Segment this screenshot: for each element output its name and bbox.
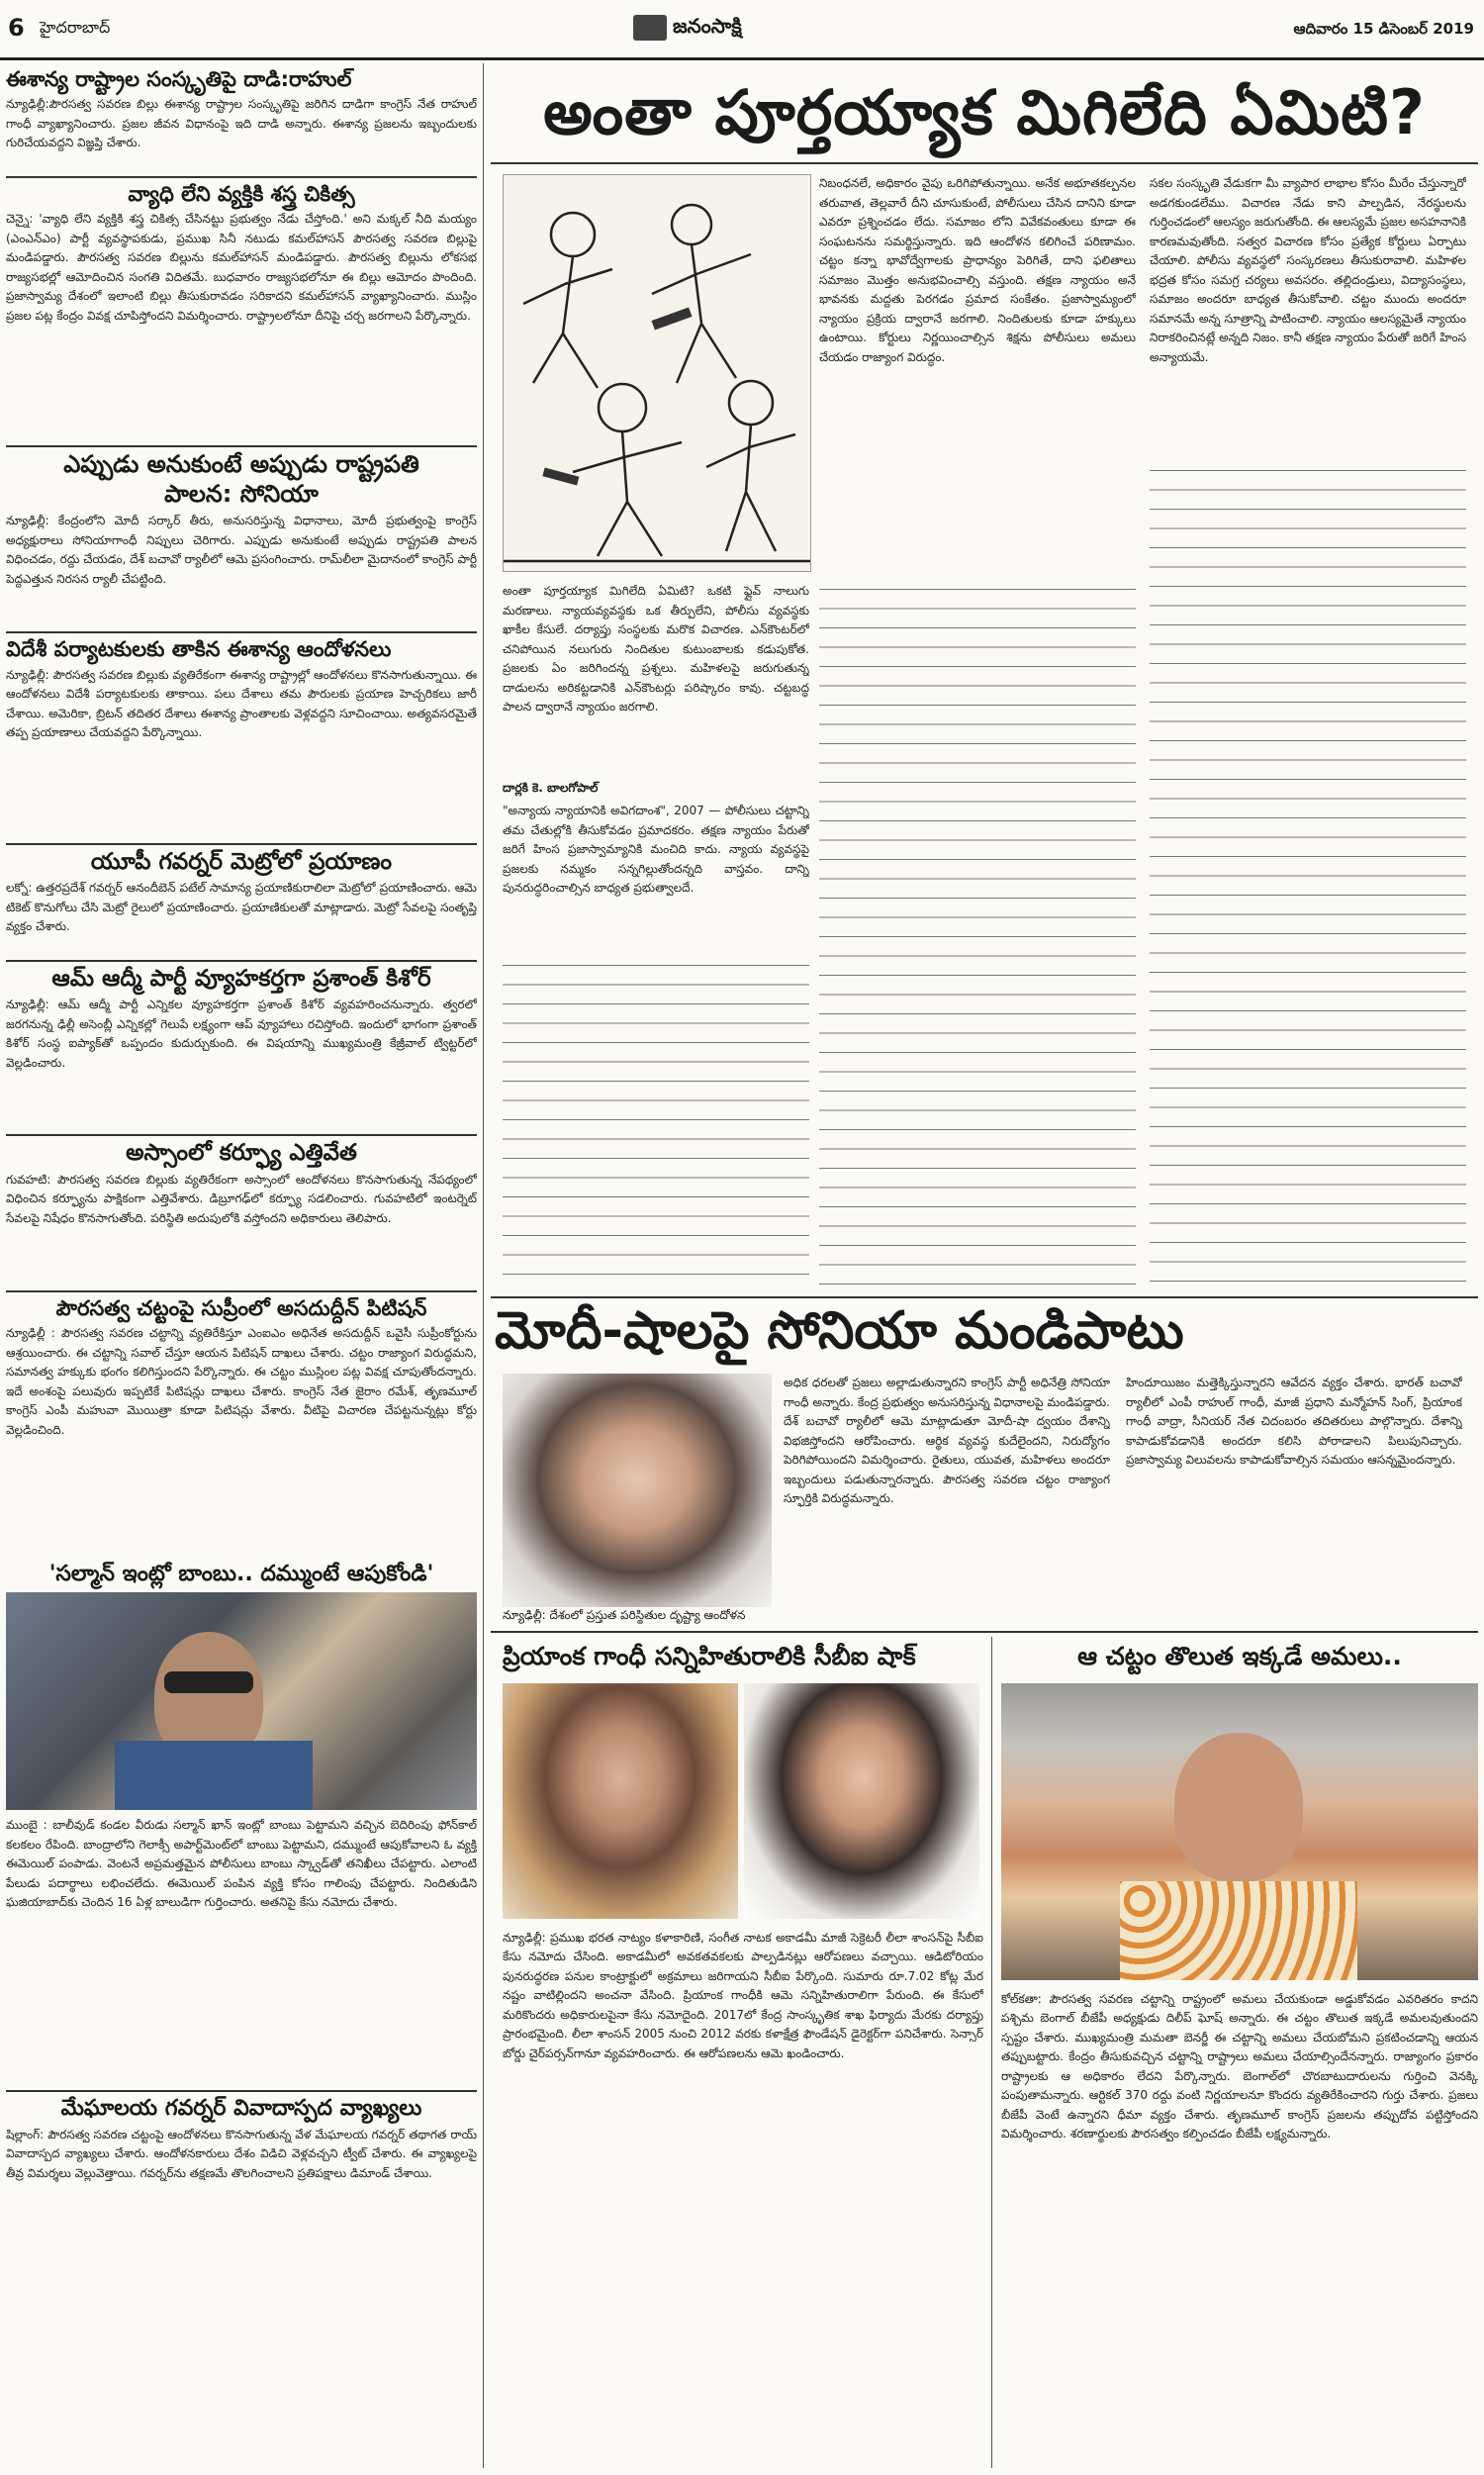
article-body: "అన్యాయ న్యాయానికి అవిగదాంశ", 2007 — పోలీసులు చట్టాన్ని తమ చేతుల్లోకి తీసుకోవడం ప్రమాదకరం. తక్షణ న్యాయం పేరుతో జరిగే హింస ప్రజాస్వామ్యానికి మంచిది కాదు. న్యాయ వ్యవస్థపై ప్రజలకు నమ్మకం సన్నగిల్లుతోందన్నది వాస్తవం. దాన్ని పునరుద్ధరించాల్సిన బాధ్యత ప్రభుత్వాలదే.	[503, 804, 809, 895]
issue-date: ఆదివారం 15 డిసెంబర్ 2019	[1293, 20, 1474, 38]
article-body: చెన్నై: 'వ్యాధి లేని వ్యక్తికి శస్త్ర చికిత్స చేసినట్టు ప్రభుత్వం నేడు చేస్తోంది.' అని మక్కల్ నీది మయ్యం (ఎంఎన్ఎం) పార్టీ వ్యవస్థాపకుడు, ప్రముఖ సినీ నటుడు కమల్‌హాసన్ పౌరసత్వ సవరణ బిల్లుపై మండిపడ్డారు. పౌరసత్వ సవరణ బిల్లును కమల్‌హాసన్ మండిపడ్డారు. పౌరసత్వ బిల్లును లోకసభ రాజ్యసభల్లో ఆమోదించిన సంగతి విదితమే. బుధవారం రాజ్యసభలోనూ ఈ బిల్లు ఆమోదం పొందింది. ప్రజాస్వామ్య దేశంలో ఇలాంటి బిల్లు తీసుకురావడం సరికాదని కమల్‌హాసన్ వ్యాఖ్యానించారు. ముస్లిం ప్రజల పట్ల కేంద్రం వివక్ష చూపిస్తోందని విమర్శించారు. రాష్ట్రాలలోనూ దీనిపై చర్చ జరగాలని పేర్కొన్నారు.	[6, 212, 477, 323]
article-body: న్యూఢిల్లీ: ఆమ్ ఆద్మీ పార్టీ ఎన్నికల వ్యూహకర్తగా ప్రశాంత్ కిశోర్ వ్యవహరించనున్నారు. త్వరలో జరగనున్న ఢిల్లీ అసెంబ్లీ ఎన్నికల్లో గెలుపే లక్ష్యంగా ఆప్ వ్యూహాలు రచిస్తోంది. ఇందులో భాగంగా ప్రశాంత్ కిశోర్ సంస్థ ఐప్యాక్‌తో ఒప్పందం కుదుర్చుకుంది. ఈ విషయాన్ని ముఖ్యమంత్రి కేజ్రీవాల్ ట్విట్టర్‌లో వెల్లడించారు.	[6, 998, 477, 1070]
column-divider	[483, 63, 484, 2468]
paper-name: జనంసాక్షి	[673, 13, 742, 38]
sonia-article	[491, 1302, 1478, 1625]
article-body: అధిక ధరలతో ప్రజలు అల్లాడుతున్నారని కాంగ్రెస్ పార్టీ అధినేత్రి సోనియా గాంధీ అన్నారు. కేంద్ర ప్రభుత్వం అనుసరిస్తున్న విధానాలపై మండిపడ్డారు. దేశ్ బచావో ర్యాలీలో ఆమె మాట్లాడుతూ మోదీ-షా ద్వయం దేశాన్ని విభజిస్తోందని ఆరోపించారు. ఆర్థిక వ్యవస్థ కుదేలైందని, నిరుద్యోగం పెరిగిపోయిందని విమర్శించారు. రైతులు, యువత, మహిళలు అందరూ ఇబ్బందులు పడుతున్నారన్నారు. పౌరసత్వ సవరణ చట్టం రాజ్యాంగ స్ఫూర్తికి విరుద్ధమన్నారు.	[784, 1376, 1110, 1505]
article-body: న్యూఢిల్లీ : పౌరసత్వ సవరణ చట్టాన్ని వ్యతిరేకిస్తూ ఎంఐఎం అధినేత అసదుద్దీన్ ఒవైసీ సుప్రీంకోర్టును ఆశ్రయించారు. ఈ చట్టాన్ని సవాల్ చేస్తూ ఆయన పిటిషన్ దాఖలు చేశారు. చట్టం రాజ్యాంగ విరుద్ధమని, సమానత్వ హక్కుకు భంగం కలిగిస్తుందని పేర్కొన్నారు. ఈ చట్టం ముస్లింల పట్ల వివక్ష చూపుతోందన్నారు. ఇదే అంశంపై పలువురు ఇప్పటికే పిటిషన్లు దాఖలు చేశారు. కాంగ్రెస్ నేత జైరాం రమేశ్, తృణమూల్ కాంగ్రెస్ ఎంపీ మహువా మొయిత్రా కూడా పిటిషన్లు వేశారు. వీటిపై విచారణ చేపట్టనున్నట్లు కోర్టు వెల్లడించింది.	[6, 1326, 477, 1437]
article-headline: మేఘాలయ గవర్నర్ వివాదాస్పద వ్యాఖ్యలు	[60, 2096, 422, 2122]
article-headline: యూపీ గవర్నర్ మెట్రోలో ప్రయాణం	[90, 848, 393, 875]
article-body: న్యూఢిల్లీ: కేంద్రంలోని మోదీ సర్కార్ తీరు, అనుసరిస్తున్న విధానాలు, మోదీ ప్రభుత్వంపై కాంగ్రెస్ అధ్యక్షురాలు సోనియాగాంధీ నిప్పులు చెరిగారు. ఎప్పుడు అనుకుంటే అప్పుడు రాష్ట్రపతి పాలన విధించడం, రద్దు చేయడం, దేశ్ బచావో ర్యాలీలో ఆమె ప్రసంగించారు. రామ్‌లీలా మైదానంలో కాంగ్రెస్ పార్టీ పెద్దఎత్తున నిరసన ర్యాలీ చేపట్టింది.	[6, 514, 477, 586]
masthead-rule	[0, 57, 1484, 60]
cartoon-illustration	[504, 175, 810, 571]
article-headline: వ్యాధి లేని వ్యక్తికి శస్త్ర చికిత్స	[128, 182, 355, 207]
sonia-headline: మోదీ-షాలపై సోనియా మండిపాటు	[495, 1302, 1184, 1361]
priyanka-article	[503, 1637, 983, 2468]
article-body: న్యూఢిల్లీ: పౌరసత్వ సవరణ బిల్లుకు వ్యతిరేకంగా ఈశాన్య రాష్ట్రాల్లో ఆందోళనలు కొనసాగుతున్నాయి. ఈ ఆందోళనలు విదేశీ పర్యాటకులకు తాకాయి. పలు దేశాలు తమ పౌరులకు ప్రయాణ హెచ్చరికలు జారీ చేశాయి. అమెరికా, బ్రిటన్ తదితర దేశాలు ఈశాన్య ప్రాంతాలకు వెళ్లవద్దని సూచించాయి. అత్యవసరమైతే తప్ప ప్రయాణాలు చేయవద్దని పేర్కొన్నాయి.	[6, 667, 477, 740]
city-name: హైదరాబాద్	[40, 18, 111, 37]
article-headline: ఈశాన్య రాష్ట్రాల సంస్కృతిపై దాడి:రాహుల్	[6, 67, 352, 91]
article-headline: ఎప్పుడు అనుకుంటే అప్పుడు రాష్ట్రపతి	[63, 450, 419, 479]
article-body: నిబంధనలే, అధికారం వైపు ఒరిగిపోతున్నాయి. అనేక అభూతకల్పనల తరువాత, తెల్లవారే దీని చూసుకుంటే, పోలీసులు చేసిన దానిని కూడా ఎవరూ ప్రశ్నించడం లేదు. సమాజం లోని వివేకవంతులు కూడా ఈ సంఘటనను సమర్థిస్తున్నారు. ఇది ఆందోళన కలిగించే పరిణామం. చట్టం కన్నా భావోద్వేగాలకు ప్రాధాన్యం పెరిగితే, దాని ఫలితాలు సమాజం మొత్తం అనుభవించాల్సి వస్తుంది. తక్షణ న్యాయం అనే భావనకు మద్దతు పెరగడం ప్రమాద సంకేతం. ప్రజాస్వామ్యంలో న్యాయం ప్రక్రియ ద్వారానే జరగాలి. నిందితులకు కూడా హక్కులు ఉంటాయి. కోర్టులు నిర్ణయించాల్సిన శిక్షను పోలీసులు అమలు చేయడం రాజ్యాంగ విరుద్ధం.	[819, 176, 1136, 364]
photo-caption: న్యూఢిల్లీ: దేశంలో ప్రస్తుత పరిస్థితుల దృష్ట్యా ఆందోళన	[503, 1608, 746, 1622]
sonia-gandhi-photo	[503, 1374, 772, 1607]
article-body: న్యూఢిల్లీ:పౌరసత్వ సవరణ బిల్లు ఈశాన్య రాష్ట్రాల సంస్కృతిపై జరిగిన దాడిగా కాంగ్రెస్ నేత రాహుల్ గాంధీ వ్యాఖ్యానించారు. ప్రజల జీవన విధానంపై ఇది దాడి అన్నారు. ఈశాన్య ప్రజలను ఇబ్బందులకు గురిచేయవద్దని విజ్ఞప్తి చేశారు.	[6, 97, 477, 150]
article-body: హిందూయిజం మత్తెక్కిస్తున్నారని ఆవేదన వ్యక్తం చేశారు. భారత్ బచావో ర్యాలీలో ఎంపీ రాహుల్ గాంధీ, మాజీ ప్రధాని మన్మోహన్ సింగ్, ప్రియాంక గాంధీ వాద్రా, సీనియర్ నేత చిదంబరం తదితరులు పాల్గొన్నారు. దేశాన్ని కాపాడుకోవడానికి అందరూ కలిసి పోరాడాలని పిలుపునిచ్చారు. ప్రజాస్వామ్య విలువలను కాపాడుకోవాల్సిన సమయం ఆసన్నమైందన్నారు.	[1126, 1376, 1462, 1467]
article-body: లక్నో: ఉత్తరప్రదేశ్ గవర్నర్ ఆనందీబెన్ పటేల్ సామాన్య ప్రయాణికురాలిలా మెట్రోలో ప్రయాణించారు. ఆమె టికెట్ కొనుగోలు చేసి మెట్రో రైలులో ప్రయాణించారు. ప్రయాణికులతో మాట్లాడారు. మెట్రో సేవలపై సంతృప్తి వ్యక్తం చేశారు.	[6, 881, 477, 934]
article-headline: పౌరసత్వ చట్టంపై సుప్రీంలో అసదుద్దీన్ పిటిషన్	[55, 1295, 427, 1320]
leela-samson-photo	[503, 1683, 738, 1919]
lead-article	[491, 67, 1478, 1294]
article-body: గువహటి: పౌరసత్వ సవరణ బిల్లుకు వ్యతిరేకంగా అస్సాంలో ఆందోళనలు కొనసాగుతున్న నేపథ్యంలో విధించిన కర్ఫ్యూను పాక్షికంగా ఎత్తివేశారు. డిబ్రూగఢ్‌లో కర్ఫ్యూ సడలించారు. గువహటిలో ఇంటర్నెట్ సేవలపై నిషేధం కొనసాగుతోంది. పరిస్థితి అదుపులోకి వస్తోందని అధికారులు తెలిపారు.	[6, 1172, 477, 1225]
article-body-continued	[1150, 463, 1466, 1285]
article-body: ముంబై : బాలీవుడ్ కండల వీరుడు సల్మాన్ ఖాన్ ఇంట్లో బాంబు పెట్టామని వచ్చిన బెదిరింపు ఫోన్‌కాల్ కలకలం రేపింది. బాంద్రాలోని గెలాక్సీ అపార్ట్‌మెంట్‌లో బాంబు పెట్టామని, దమ్ముంటే ఆపుకోవాలని ఓ వ్యక్తి ఈమెయిల్ పంపాడు. వెంటనే అప్రమత్తమైన పోలీసులు బాంబు స్క్వాడ్‌తో తనిఖీలు చేపట్టారు. ఎలాంటి పేలుడు పదార్థాలు లభించలేదు. ఈమెయిల్ పంపిన వ్యక్తి కోసం గాలింపు చేపట్టారు. నిందితుడిని ఘజియాబాద్‌కు చెందిన 16 ఏళ్ల బాలుడిగా గుర్తించారు. అతనిపై కేసు నమోదు చేశారు.	[6, 1818, 477, 1910]
article-body: అంతా పూర్తయ్యాక మిగిలేది ఏమిటి? ఒకటి ఫ్లైవ్ నాలుగు మరణాలు. న్యాయవ్యవస్థకు ఒక తీర్పులేని, పోలీసు వ్యవస్థకు ఖాకీల కేసులే. దర్యాప్తు సంస్థలకు మరొక విచారణ. ఎన్‌కౌంటర్‌లో చనిపోయిన నలుగురు నిందితుల కుటుంబాలకు కడుపుకోత. ప్రజలకు ఏం జరిగిందన్న ప్రశ్నలు. మహిళలపై జరుగుతున్న దాడులను అరికట్టడానికి ఎన్‌కౌంటర్లు పరిష్కారం కావు. చట్టబద్ధ పాలన ద్వారానే న్యాయం జరగాలి.	[503, 584, 809, 714]
law-article	[1001, 1637, 1478, 2468]
janamsakshi-logo-icon	[633, 15, 667, 41]
salman-khan-photo	[6, 1592, 477, 1810]
article-headline: విదేశీ పర్యాటకులకు తాకిన ఈశాన్య ఆందోళనలు	[6, 637, 392, 662]
article-body: సకల సంస్కృతి వేడుకగా మీ వ్యాపార లాభాల కోసం మీరేం చేస్తున్నారో అడగకుండలేము. విచారణ నేడు కాని పాల్పడిన, నేరస్థులను గుర్తించడంలో ఆలస్యం జరుగుతోంది. ఈ ఆలస్యమే ప్రజల అసహనానికి కారణమవుతోంది. సత్వర విచారణ కోసం ప్రత్యేక కోర్టులు ఏర్పాటు చేయాలి. పోలీసు వ్యవస్థలో సంస్కరణలు తీసుకురావాలి. మహిళల భద్రత కోసం సమగ్ర చర్యలు అవసరం. తల్లిదండ్రులు, విద్యాసంస్థలు, సమాజం అందరూ బాధ్యత తీసుకోవాలి. చట్టం ముందు అందరూ సమానమే అన్న సూత్రాన్ని పాటించాలి. న్యాయం ఆలస్యమైతే న్యాయం నిరాకరించినట్లే అన్నది నిజం. కానీ తక్షణ న్యాయం పేరుతో జరిగే హింస అన్యాయమే.	[1150, 176, 1466, 364]
column-divider	[991, 1637, 992, 2468]
paper-logo	[633, 8, 851, 48]
article-headline: 'సల్మాన్ ఇంట్లో బాంబు.. దమ్ముంటే ఆపుకోండి'	[48, 1562, 434, 1587]
cartoon-caption: దార్లకి కె. బాలగోపాల్	[503, 781, 599, 795]
dilip-ghosh-photo	[1001, 1683, 1478, 1980]
photo-group	[503, 1683, 983, 1919]
priyanka-headline: ప్రియాంక గాంధీ సన్నిహితురాలికి సీబీఐ షాక్	[503, 1642, 916, 1670]
article-body-continued	[503, 958, 809, 1285]
page-number: 6	[8, 14, 25, 42]
left-column	[6, 65, 477, 2470]
article-headline: ఆమ్ ఆద్మీ పార్టీ వ్యూహకర్తగా ప్రశాంత్ కిశోర్	[51, 966, 431, 993]
article-body: కోల్‌కతా: పౌరసత్వ సవరణ చట్టాన్ని రాష్ట్రంలో అమలు చేయకుండా అడ్డుకోవడం ఎవరితరం కాదని పశ్చిమ బెంగాల్ బీజేపీ అధ్యక్షుడు దిలీప్ ఘోష్ అన్నారు. ఈ చట్టం తొలుత ఇక్కడే అమలవుతుందని స్పష్టం చేశారు. ముఖ్యమంత్రి మమతా బెనర్జీ ఈ చట్టాన్ని అమలు చేయబోమని ప్రకటించడాన్ని ఆయన తప్పుబట్టారు. కేంద్రం తీసుకువచ్చిన చట్టాన్ని రాష్ట్రాలు అమలు చేయాల్సిందేనన్నారు. రాజ్యాంగం ప్రకారం రాష్ట్రాలకు ఆ అధికారం లేదని పేర్కొన్నారు. బెంగాల్‌లో చొరబాటుదారులను గుర్తించి వెనక్కి పంపుతామన్నారు. ఆర్టికల్ 370 రద్దు వంటి నిర్ణయాలనూ కొందరు వ్యతిరేకించారని గుర్తు చేశారు. ప్రజలు బీజేపీ వెంటే ఉన్నారని ధీమా వ్యక్తం చేశారు. తృణమూల్ కాంగ్రెస్ ప్రజలను తప్పుదోవ పట్టిస్తోందని విమర్శించారు. శరణార్థులకు పౌరసత్వం కల్పించడం బీజేపీ లక్ష్యమన్నారు.	[1001, 1991, 1478, 2142]
law-headline: ఆ చట్టం తొలుత ఇక్కడే అమలు..	[1077, 1642, 1402, 1670]
article-body-continued	[819, 582, 1136, 1285]
article-headline: పాలన: సోనియా	[164, 479, 319, 508]
priyanka-gandhi-photo	[744, 1683, 979, 1919]
article-body: షిల్లాంగ్: పౌరసత్వ సవరణ చట్టంపై ఆందోళనలు కొనసాగుతున్న వేళ మేఘాలయ గవర్నర్ తథాగత రాయ్ వివాదాస్పద వ్యాఖ్యలు చేశారు. ఆందోళనకారులు దేశం విడిచి వెళ్లవచ్చని ట్వీట్ చేశారు. ఈ వ్యాఖ్యలపై తీవ్ర విమర్శలు వెల్లువెత్తాయి. గవర్నర్‌ను తక్షణమే తొలగించాలని ప్రతిపక్షాలు డిమాండ్ చేశాయి.	[6, 2127, 477, 2180]
article-body: న్యూఢిల్లీ: ప్రముఖ భరత నాట్యం కళాకారిణి, సంగీత నాటక అకాడమీ మాజీ సెక్రెటరీ లీలా శాంసన్‌పై సీబీఐ కేసు నమోదు చేసింది. అకాడమీలో అవకతవకలకు పాల్పడినట్లు ఆరోపణలు వచ్చాయి. ఆడిటోరియం పునరుద్ధరణ పనుల కాంట్రాక్టులో అక్రమాలు జరిగాయని సీబీఐ పేర్కొంది. సుమారు రూ.7.02 కోట్ల మేర నష్టం వాటిల్లిందని అంచనా వేసింది. ప్రియాంక గాంధీకి ఆమె సన్నిహితురాలిగా పేరుంది. ఈ కేసులో మరికొందరు అధికారులపైనా కేసు నమోదైంది. 2017లో కేంద్ర సాంస్కృతిక శాఖ ఫిర్యాదు మేరకు దర్యాప్తు ప్రారంభమైంది. లీలా శాంసన్ 2005 నుంచి 2012 వరకు కళాక్షేత్ర ఫౌండేషన్ డైరెక్టర్‌గా పనిచేశారు. సెన్సార్ బోర్డు చైర్‌పర్సన్‌గానూ వ్యవహరించారు. ఈ ఆరోపణలను ఆమె ఖండించారు.	[503, 1930, 983, 2060]
lead-headline: అంతా పూర్తయ్యాక మిగిలేది ఏమిటి?	[543, 76, 1426, 148]
masthead	[0, 0, 1484, 59]
article-headline: అస్సాంలో కర్ఫ్యూ ఎత్తివేత	[126, 1140, 357, 1167]
editorial-cartoon	[503, 174, 811, 572]
